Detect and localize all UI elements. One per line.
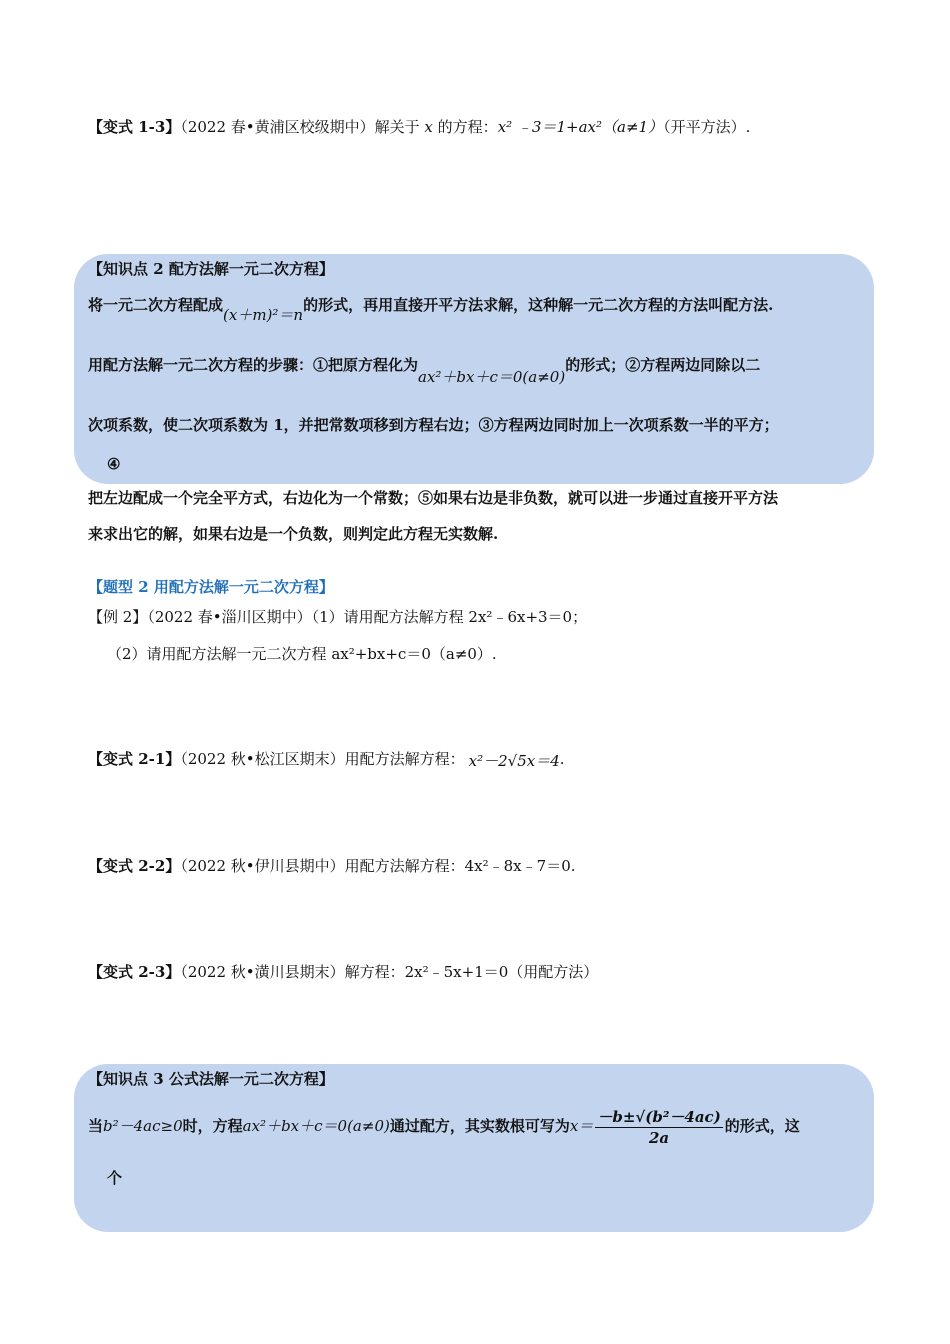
exercise-tag: 【变式 2-2】: [88, 857, 181, 875]
exercise-2-1: [88, 748, 565, 770]
kp2-l2-text-end: 的形式；②方程两边同除以二: [565, 356, 761, 374]
quadratic-equation: ax²＋bx＋c＝0(a≠0): [242, 1117, 390, 1135]
knowledge-point-2-line-4: ④: [107, 455, 121, 473]
example-tag: 【例 2】: [88, 608, 148, 626]
exercise-tag: 【变式 2-1】: [88, 750, 181, 768]
root-formula-numerator: －b±√(b²－4ac): [597, 1107, 721, 1126]
knowledge-point-2-line-6: 来求出它的解，如果右边是一个负数，则判定此方程无实数解.: [88, 525, 499, 543]
exercise-1-3: [88, 116, 750, 138]
exercise-source: （2022 秋•松江区期末）: [180, 750, 345, 768]
kp3-text: 通过配方，其实数根可写为: [389, 1117, 570, 1135]
knowledge-point-2-line-5: 把左边配成一个完全平方式，右边化为一个常数；⑤如果右边是非负数，就可以进一步通过直接开平方法: [88, 489, 779, 507]
root-formula-denominator: 2a: [648, 1128, 670, 1147]
knowledge-point-2-line-2: [88, 354, 761, 386]
exercise-equation: x² ﹣3＝1+ax²（a≠1）: [497, 118, 664, 136]
example-source: （2022 春•淄川区期中）: [147, 608, 312, 626]
knowledge-point-2-title: 【知识点 2 配方法解一元二次方程】: [88, 260, 334, 278]
exercise-source: （2022 秋•伊川县期中）: [180, 857, 345, 875]
root-formula-fraction: [595, 1107, 722, 1148]
exercise-text: 用配方法解方程：: [344, 750, 465, 768]
kp2-l1-text-end: 的形式，再用直接开平方法求解，这种解一元二次方程的方法叫配方法.: [303, 296, 774, 314]
exercise-text: 用配方法解方程：4x²﹣8x﹣7＝0.: [344, 857, 576, 875]
exercise-variable: x: [424, 118, 433, 136]
exercise-period: .: [559, 750, 565, 768]
kp3-text: 当: [88, 1117, 104, 1135]
exercise-source: （2022 秋•潢川县期末）: [180, 963, 345, 981]
kp2-l1-formula: (x＋m)²＝n: [223, 306, 304, 324]
root-formula-lhs: x＝: [569, 1117, 594, 1135]
knowledge-point-2-line-1: [88, 294, 774, 324]
kp2-l2-text: 用配方法解一元二次方程的步骤：①把原方程化为: [88, 356, 419, 374]
exercise-2-3: [88, 961, 598, 983]
kp3-text-end: 的形式，这: [724, 1117, 800, 1135]
example-2: [88, 606, 587, 628]
exercise-text: 解方程：2x²﹣5x+1＝0（用配方法）: [344, 963, 599, 981]
exercise-tag: 【变式 1-3】: [88, 118, 181, 136]
knowledge-point-3-line-1: [88, 1102, 800, 1150]
example-part-1: （1）请用配方法解方程 2x²﹣6x+3＝0；: [311, 608, 588, 626]
exercise-method: （开平方法）.: [663, 118, 751, 136]
kp2-l1-text: 将一元二次方程配成: [88, 296, 224, 314]
exercise-source: （2022 春•黄浦区校级期中）: [180, 118, 375, 136]
exercise-text-mid: 的方程：: [437, 118, 498, 136]
exercise-tag: 【变式 2-3】: [88, 963, 181, 981]
example-2-part-2: （2）请用配方法解一元二次方程 ax²+bx+c＝0（a≠0）.: [107, 645, 497, 663]
exercise-2-2: [88, 855, 576, 877]
knowledge-point-3-title: 【知识点 3 公式法解一元二次方程】: [88, 1070, 334, 1088]
discriminant-condition: b²－4ac≥0: [103, 1117, 183, 1135]
kp3-text: 时，方程: [182, 1117, 243, 1135]
exercise-equation: x²－2√5x＝4: [468, 752, 560, 770]
question-type-2-heading: 【题型 2 用配方法解一元二次方程】: [88, 578, 334, 596]
knowledge-point-2-line-3: 次项系数，使二次项系数为 1，并把常数项移到方程右边；③方程两边同时加上一次项系数一半的平方；: [88, 416, 779, 434]
kp2-l2-formula: ax²＋bx＋c＝0(a≠0): [418, 368, 566, 386]
knowledge-point-3-line-2: 个: [107, 1169, 123, 1187]
exercise-text: 解关于: [374, 118, 420, 136]
